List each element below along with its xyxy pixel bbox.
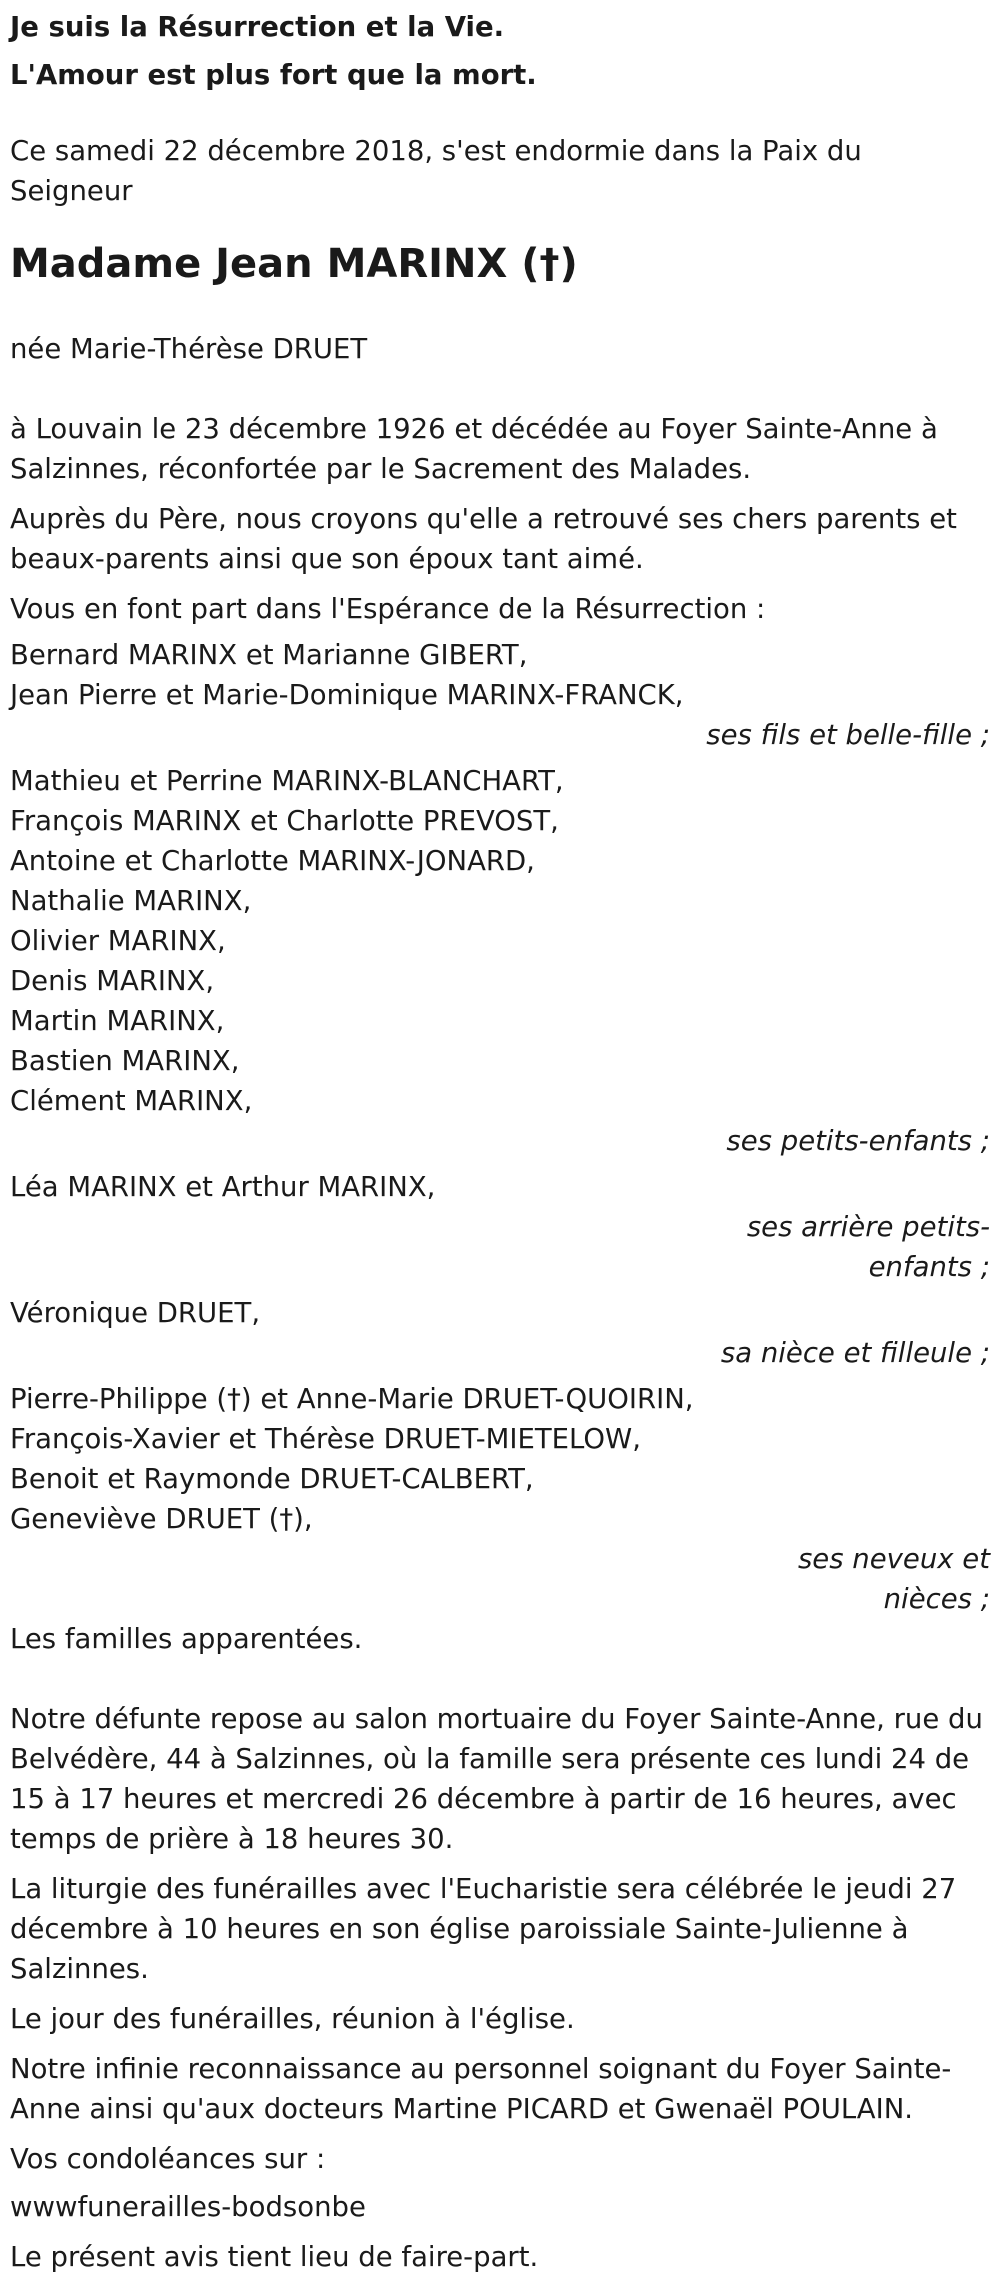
related-families: Les familles apparentées.	[10, 1623, 363, 1655]
relation-label: ses fils et belle-fille ;	[706, 719, 990, 751]
family-group-great-grandchildren	[10, 1167, 990, 1287]
family-member: Léa MARINX et Arthur MARINX,	[10, 1171, 436, 1203]
verse-line: Je suis la Résurrection et la Vie.	[10, 11, 505, 43]
relation-label: ses arrière petits-enfants ;	[746, 1211, 990, 1283]
family-member: Mathieu et Perrine MARINX-BLANCHART,	[10, 765, 564, 797]
birth-paragraph: à Louvain le 23 décembre 1926 et décédée au Foyer Sainte-Anne à Salzinnes, réconfortée par le Sacrement des Malades.	[10, 413, 938, 485]
family-member: Olivier MARINX,	[10, 925, 226, 957]
family-group-grandchildren	[10, 761, 990, 1161]
verse-block	[10, 0, 990, 99]
family-member: François-Xavier et Thérèse DRUET-MIETELOW,	[10, 1423, 641, 1455]
family-member: Benoit et Raymonde DRUET-CALBERT,	[10, 1463, 534, 1495]
family-member: Geneviève DRUET (†),	[10, 1503, 313, 1535]
family-member: Bastien MARINX,	[10, 1045, 240, 1077]
family-member: François MARINX et Charlotte PREVOST,	[10, 805, 559, 837]
announce-paragraph: Vous en font part dans l'Espérance de la Résurrection :	[10, 593, 766, 625]
family-member: Antoine et Charlotte MARINX-JONARD,	[10, 845, 535, 877]
family-member: Pierre-Philippe (†) et Anne-Marie DRUET-QUOIRIN,	[10, 1383, 694, 1415]
deceased-name: Madame Jean MARINX (†)	[10, 241, 578, 287]
intro-text: Ce samedi 22 décembre 2018, s'est endormie dans la Paix du Seigneur	[10, 135, 862, 207]
condolences-url[interactable]: wwwfunerailles-bodsonbe	[10, 2191, 366, 2223]
faith-paragraph: Auprès du Père, nous croyons qu'elle a retrouvé ses chers parents et beaux-parents ainsi que son époux tant aimé.	[10, 503, 957, 575]
family-member: Nathalie MARINX,	[10, 885, 252, 917]
family-member: Denis MARINX,	[10, 965, 215, 997]
family-member: Véronique DRUET,	[10, 1297, 261, 1329]
family-member: Martin MARINX,	[10, 1005, 225, 1037]
thanks-paragraph: Notre infinie reconnaissance au personnel soignant du Foyer Sainte-Anne ainsi qu'aux docteurs Martine PICARD et Gwenaël POULAIN.	[10, 2053, 952, 2125]
verse-line: L'Amour est plus fort que la mort.	[10, 59, 537, 91]
family-member: Clément MARINX,	[10, 1085, 253, 1117]
meeting-paragraph: Le jour des funérailles, réunion à l'église.	[10, 2003, 575, 2035]
birth-name: née Marie-Thérèse DRUET	[10, 333, 368, 365]
relation-label: ses petits-enfants ;	[726, 1125, 990, 1157]
notice-text: Le présent avis tient lieu de faire-part.	[10, 2241, 539, 2273]
condolences-label: Vos condoléances sur :	[10, 2143, 326, 2175]
family-group-niece	[10, 1293, 990, 1373]
family-member: Jean Pierre et Marie-Dominique MARINX-FRANCK,	[10, 679, 684, 711]
relation-label: ses neveux et nièces ;	[797, 1543, 990, 1615]
relation-label: sa nièce et filleule ;	[720, 1337, 990, 1369]
family-group-sons	[10, 635, 990, 755]
viewing-paragraph: Notre défunte repose au salon mortuaire du Foyer Sainte-Anne, rue du Belvédère, 44 à Salzinnes, où la famille sera présente ces lundi 24 de 15 à 17 heures et mercredi 26 décembre à partir de 16 heures, avec temps de prière à 18 heures 30.	[10, 1703, 983, 1855]
liturgy-paragraph: La liturgie des funérailles avec l'Eucharistie sera célébrée le jeudi 27 décembre à 10 heures en son église paroissiale Sainte-Julienne à Salzinnes.	[10, 1873, 957, 1985]
family-member: Bernard MARINX et Marianne GIBERT,	[10, 639, 528, 671]
family-group-nephews	[10, 1379, 990, 1619]
